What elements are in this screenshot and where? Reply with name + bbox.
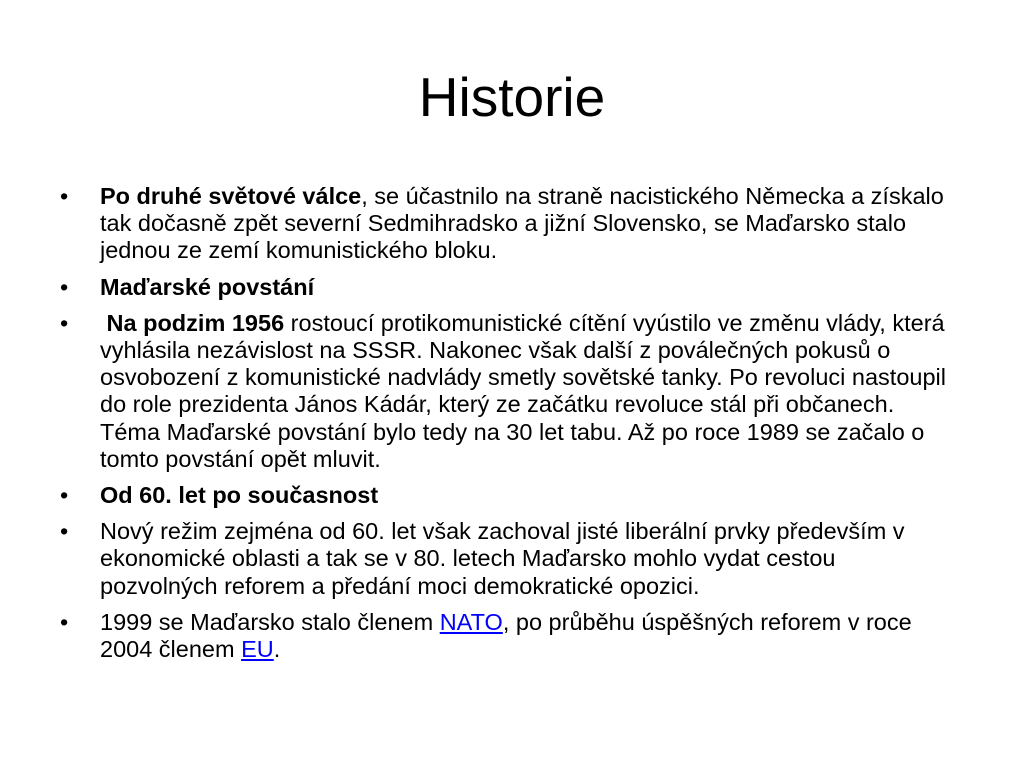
- bullet-text: , po průběhu úspěšných reforem v roce 2004 členem: [100, 608, 912, 663]
- bullet-text: , se účastnilo na straně nacistického Německa a získalo tak dočasně zpět severní Sedmihradsko a jižní Slovensko, se Maďarsko stalo jednou ze zemí komunistického bloku.: [100, 183, 944, 264]
- bullet-text: 1999 se Maďarsko stalo členem: [100, 608, 440, 635]
- bullet-heading: Od 60. let po současnost: [100, 482, 379, 509]
- bullet-list: [60, 183, 950, 672]
- bullet-item-reforms: [60, 518, 950, 600]
- bullet-heading: Po druhé světové válce: [100, 183, 362, 209]
- bullet-item-uprising-heading: [60, 274, 950, 301]
- bullet-text: .: [273, 636, 281, 663]
- bullet-heading: Maďarské povstání: [100, 273, 315, 300]
- bullet-icon: •: [60, 482, 69, 509]
- bullet-icon: •: [60, 309, 69, 336]
- bullet-item-sixties-heading: [60, 482, 950, 509]
- nato-link[interactable]: NATO: [439, 608, 503, 635]
- bullet-text: Nový režim zejména od 60. let však zachoval jisté liberální prvky především v ekonomické oblasti a tak se v 80. letech Maďarsko mohlo vydat cestou pozvolných reforem a předání moci demokratické opozici.: [100, 518, 905, 599]
- bullet-text: rostoucí protikomunistické cítění vyústilo ve změnu vlády, která vyhlásila nezávislost na SSSR. Nakonec však další z poválečných pokusů o osvobození z komunistické nadvlády smetly sovětské tanky. Po revoluci nastoupil do role prezidenta János Kádár, který ze začátku revoluce stál při občanech. Téma Maďarské povstání bylo tedy na 30 let tabu. Až po roce 1989 se začalo o tomto povstání opět mluvit.: [100, 309, 946, 472]
- bullet-icon: •: [60, 608, 69, 635]
- bullet-icon: •: [60, 273, 69, 300]
- bullet-item-uprising: [60, 310, 950, 473]
- eu-link[interactable]: EU: [241, 636, 274, 663]
- bullet-heading: Na podzim 1956: [100, 309, 285, 336]
- bullet-icon: •: [60, 518, 69, 545]
- bullet-icon: •: [60, 183, 69, 209]
- slide-title: Historie: [418, 66, 606, 128]
- bullet-item-postwar: [60, 183, 950, 265]
- bullet-item-nato-eu: [60, 609, 950, 663]
